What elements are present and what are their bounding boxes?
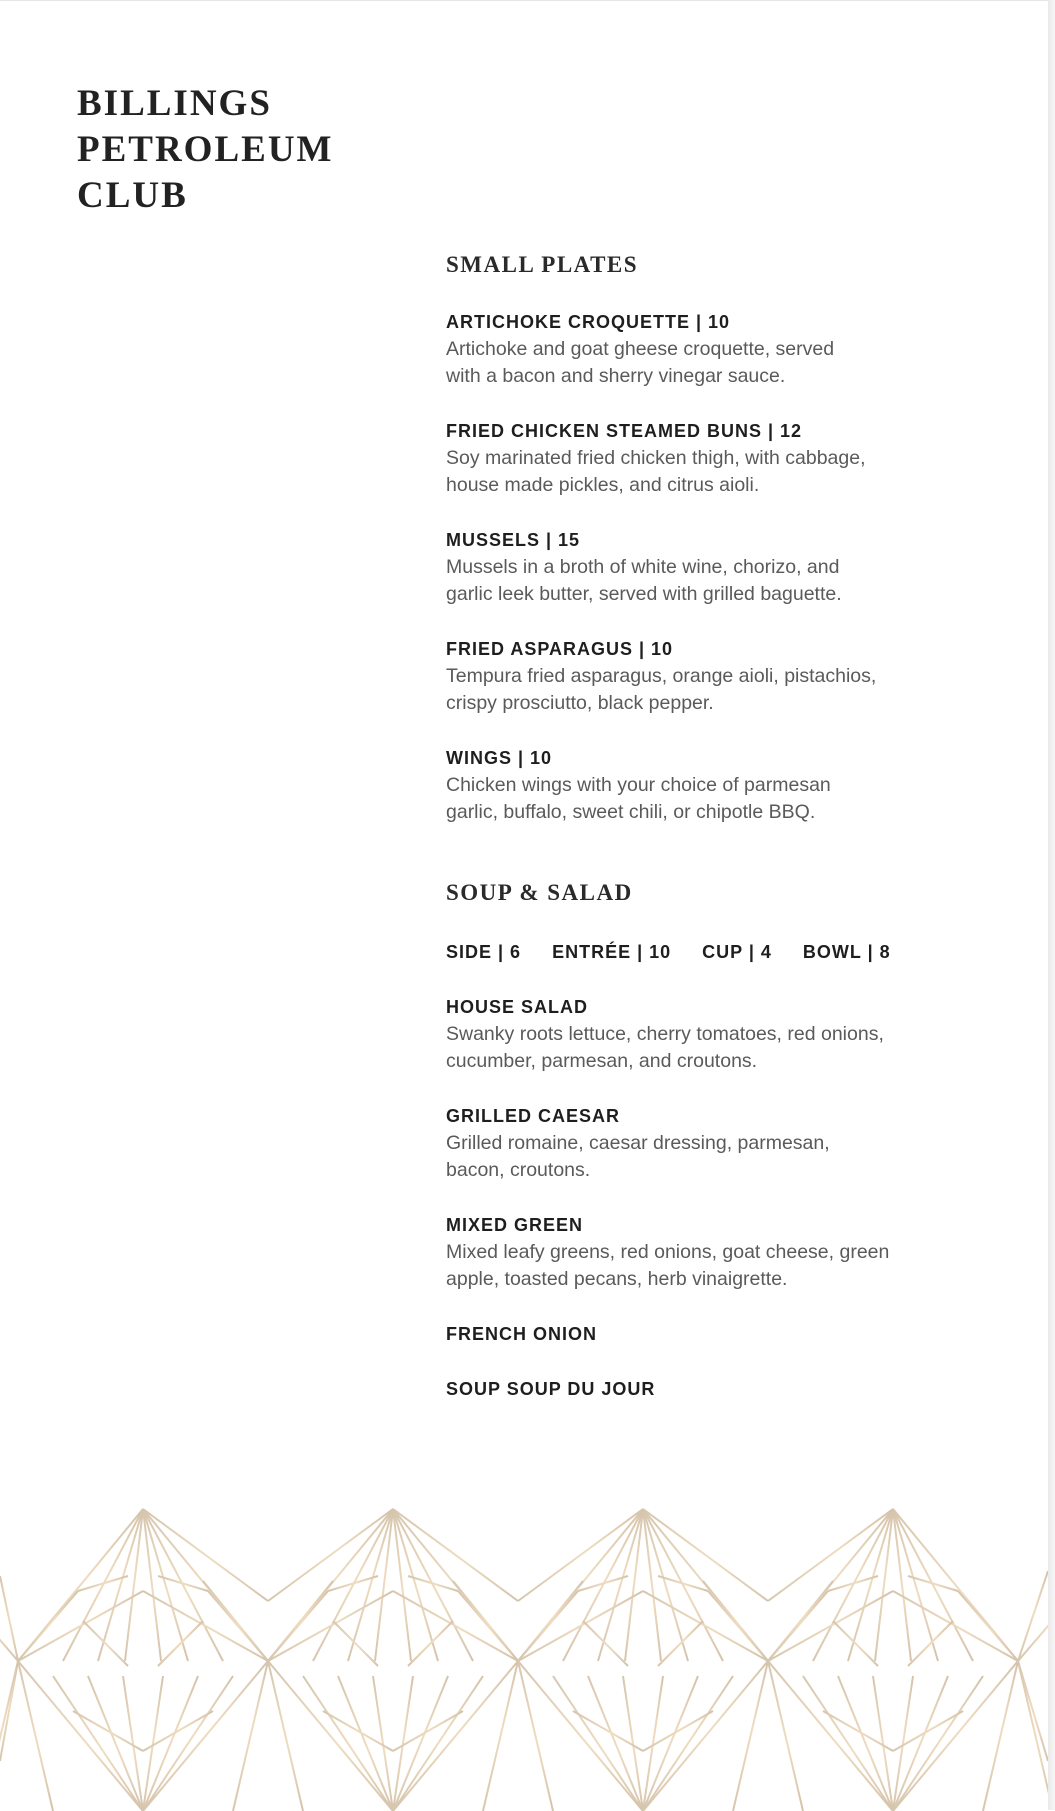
price-cup: CUP | 4	[702, 942, 772, 962]
description-line: Mussels in a broth of white wine, chorizo, and	[446, 556, 840, 578]
description-line: house made pickles, and citrus aioli.	[446, 474, 760, 496]
menu-item-soup-du-jour	[446, 1376, 1006, 1403]
description-line: with a bacon and sherry vinegar sauce.	[446, 365, 786, 387]
menu-item-description	[446, 1130, 1006, 1184]
menu-item-description	[446, 772, 1006, 826]
description-line: Tempura fried asparagus, orange aioli, pistachios,	[446, 665, 877, 687]
menu-item-fried-asparagus	[446, 636, 1006, 717]
menu-item-name: GRILLED CAESAR	[446, 1106, 621, 1126]
description-line: Chicken wings with your choice of parmesan	[446, 774, 831, 796]
menu-item-description	[446, 445, 1006, 499]
club-name-line-3: CLUB	[77, 175, 188, 216]
menu-item-name: ARTICHOKE CROQUETTE | 10	[446, 312, 731, 332]
club-name-line-2: PETROLEUM	[77, 129, 334, 170]
menu-item-name: MIXED GREEN	[446, 1215, 584, 1235]
description-line: garlic leek butter, served with grilled baguette.	[446, 583, 842, 605]
description-line: Grilled romaine, caesar dressing, parmesan,	[446, 1132, 830, 1154]
menu-item-fried-chicken-buns	[446, 418, 1006, 499]
description-line: Swanky roots lettuce, cherry tomatoes, red onions,	[446, 1023, 884, 1045]
description-line: Artichoke and goat gheese croquette, served	[446, 338, 835, 360]
club-name-line-1: BILLINGS	[77, 83, 272, 124]
price-bowl: BOWL | 8	[802, 942, 891, 962]
description-line: cucumber, parmesan, and croutons.	[446, 1050, 758, 1072]
description-line: bacon, croutons.	[446, 1159, 591, 1181]
menu-item-artichoke-croquette	[446, 309, 1006, 390]
section-title-soup-salad: SOUP & SALAD	[446, 880, 633, 905]
description-line: crispy prosciutto, black pepper.	[446, 692, 714, 714]
menu-item-grilled-caesar	[446, 1103, 1006, 1184]
menu-item-house-salad	[446, 994, 1006, 1075]
menu-item-description	[446, 1021, 1006, 1075]
page-edge	[1048, 0, 1055, 1810]
description-line: Soy marinated fried chicken thigh, with cabbage,	[446, 447, 866, 469]
soup-salad-prices	[446, 942, 916, 963]
menu-item-wings	[446, 745, 1006, 826]
menu-item-name: FRIED ASPARAGUS | 10	[446, 639, 674, 659]
menu-item-mussels	[446, 527, 1006, 608]
menu-item-mixed-green	[446, 1212, 1006, 1293]
price-side: SIDE | 6	[446, 942, 522, 962]
menu-item-description	[446, 1239, 1006, 1293]
menu-item-name: MUSSELS | 15	[446, 530, 581, 550]
menu-item-name: FRENCH ONION	[446, 1324, 597, 1344]
description-line: Mixed leafy greens, red onions, goat cheese, green	[446, 1241, 890, 1263]
menu-item-name: SOUP SOUP DU JOUR	[446, 1379, 656, 1399]
art-deco-pattern	[0, 1501, 1048, 1811]
description-line: garlic, buffalo, sweet chili, or chipotle BBQ.	[446, 801, 816, 823]
menu-item-name: HOUSE SALAD	[446, 997, 589, 1017]
price-entree: ENTRÉE | 10	[552, 942, 672, 962]
menu-item-description	[446, 336, 1006, 390]
menu-item-name: WINGS | 10	[446, 748, 553, 768]
menu-item-french-onion	[446, 1321, 1006, 1348]
menu-item-description	[446, 663, 1006, 717]
menu-item-description	[446, 554, 1006, 608]
section-title-small-plates: SMALL PLATES	[446, 252, 639, 277]
description-line: apple, toasted pecans, herb vinaigrette.	[446, 1268, 788, 1290]
menu-item-name: FRIED CHICKEN STEAMED BUNS | 12	[446, 421, 803, 441]
club-name	[77, 81, 333, 219]
